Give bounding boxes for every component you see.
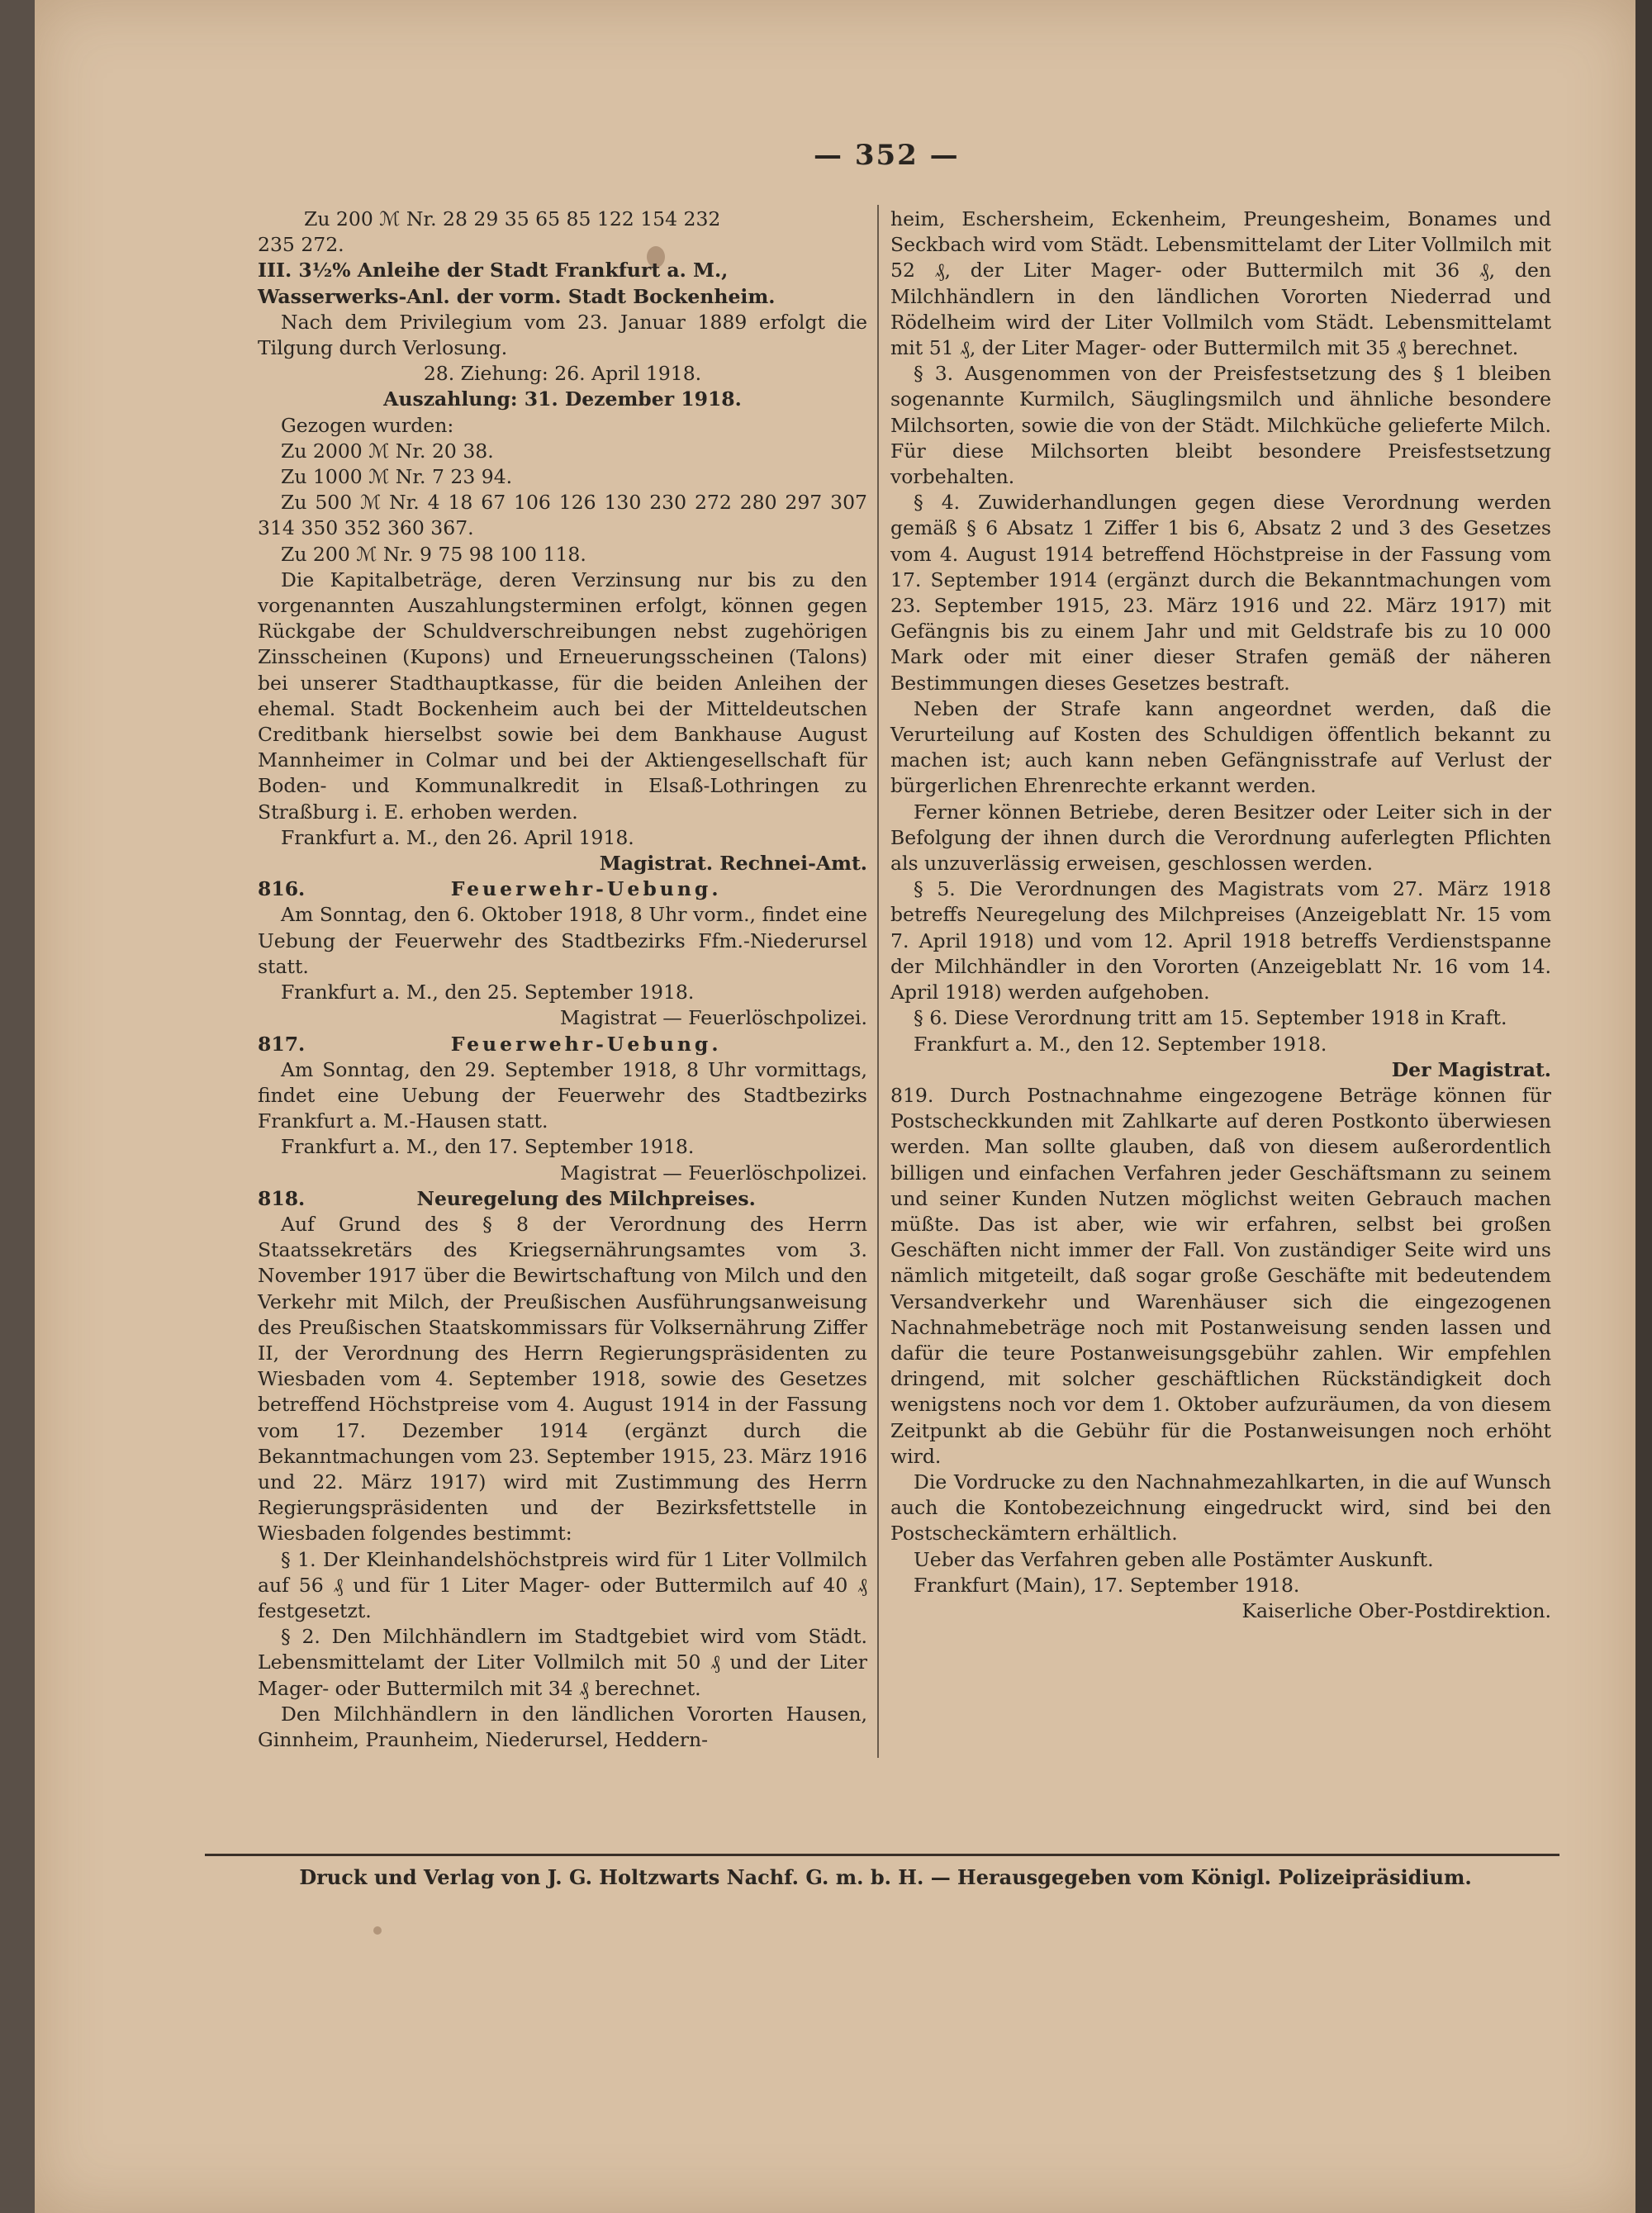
payout-date: Auszahlung: 31. Dezember 1918. [383, 387, 742, 411]
paragraph: § 1. Der Kleinhandelshöchstpreis wird für 1 Liter Vollmilch auf 56 ₰ und für 1 Liter Mager- oder Buttermilch auf 40 ₰ festgesetzt. [258, 1547, 867, 1622]
paragraph: Die Kapitalbeträge, deren Verzinsung nur bis zu den vorgenannten Auszahlungsterminen erfolgt, können gegen Rückgabe der Schuldverschreibungen nebst zugehörigen Zinsscheinen (Kupons) und Erneuerungsscheinen (Talons) bei unserer Stadthauptkasse, für die beiden Anleihen der ehemal. Stadt Bockenheim auch bei der Mitteldeutschen Creditbank hierselbst sowie bei dem Bankhause August Mannheimer in Colmar und bei der Aktiengesellschaft für Boden- und Kommunalkredit in Elsaß-Lothringen zu Straßburg i. E. erhoben werden. [258, 567, 867, 824]
place-date: Frankfurt a. M., den 17. September 1918. [281, 1135, 695, 1159]
paragraph: 819. Durch Postnachnahme eingezogene Beträge können für Postscheckkunden mit Zahlkarte auf deren Postkonto überwiesen werden. Man sollte glauben, daß von diesem außerordentlich billigen und einfachen Verfahren jeder Geschäftsmann zu seinem und seiner Kunden Nutzen möglichst weiten Gebrauch machen müßte. Das ist aber, wie wir erfahren, selbst bei großen Geschäften nicht immer der Fall. Von zuständiger Seite wird uns nämlich mitgeteilt, daß sogar große Geschäfte mit bedeutendem Versandverkehr und Warenhäuser sich die eingezogenen Nachnahmebeträge noch mit Postanweisung senden lassen und dafür die teure Postanweisungsgebühr zahlen. Wir empfehlen dringend, mit solcher geschäftlichen Rückständigkeit doch wenigstens noch vor dem 1. Oktober aufzuräumen, da von diesem Zeitpunkt ab die Gebühr für die Postanweisungen noch erhöht wird. [890, 1083, 1551, 1468]
lot-list: Zu 200 ℳ Nr. 28 29 35 65 85 122 154 232 [304, 207, 721, 230]
notice-heading [258, 1186, 867, 1212]
draw-date: 28. Ziehung: 26. April 1918. [423, 362, 702, 386]
notice-title: Feuerwehr-Uebung. [450, 1032, 722, 1056]
paragraph: § 5. Die Verordnungen des Magistrats vom 27. März 1918 betreffs Neuregelung des Milchpreises (Anzeigeblatt Nr. 15 vom 7. April 1918) und vom 12. April 1918 betreffs Verdienstspanne der Milchhändler in den Vororten (Anzeigeblatt Nr. 16 vom 14. April 1918) werden aufgehoben. [890, 877, 1551, 1004]
drawn-label: Gezogen wurden: [281, 413, 454, 437]
paragraph: § 2. Den Milchhändlern im Stadtgebiet wird vom Städt. Lebensmittelamt der Liter Vollmilch mit 50 ₰ und der Liter Mager- oder Buttermilch mit 34 ₰ berechnet. [258, 1625, 867, 1700]
place-date: Frankfurt a. M., den 12. September 1918. [914, 1032, 1327, 1056]
page-number: — 352 — [814, 139, 960, 172]
left-column [258, 207, 867, 1753]
place-date: Frankfurt a. M., den 26. April 1918. [281, 825, 634, 849]
paragraph: Den Milchhändlern in den ländlichen Vororten Hausen, Ginnheim, Praunheim, Niederursel, Heddern- [258, 1702, 867, 1751]
paragraph: Ueber das Verfahren geben alle Postämter Auskunft. [914, 1547, 1434, 1571]
lot-list: Zu 1000 ℳ Nr. 7 23 94. [281, 465, 513, 489]
notice-title: Neuregelung des Milchpreises. [416, 1186, 756, 1210]
paragraph: heim, Eschersheim, Eckenheim, Preungesheim, Bonames und Seckbach wird vom Städt. Lebensmittelamt der Liter Vollmilch mit 52 ₰, der Liter Mager- oder Buttermilch mit 36 ₰, den Milchhändlern in den ländlichen Vororten Niederrad und Rödelheim wird der Liter Vollmilch vom Städt. Lebensmittelamt mit 51 ₰, der Liter Mager- oder Buttermilch mit 35 ₰ berechnet. [890, 207, 1551, 360]
section-subtitle: Wasserwerks-Anl. der vorm. Stadt Bockenheim. [258, 284, 776, 308]
notice-title: Feuerwehr-Uebung. [450, 877, 722, 901]
paragraph: Neben der Strafe kann angeordnet werden, daß die Verurteilung auf Kosten des Schuldigen öffentlich bekannt zu machen ist; auch kann neben Gefängnisstrafe auf Verlust der bürgerlichen Ehrenrechte erkannt werden. [890, 696, 1551, 798]
place-date: Frankfurt (Main), 17. September 1918. [914, 1573, 1300, 1597]
notice-heading [258, 876, 867, 902]
place-date: Frankfurt a. M., den 25. September 1918. [281, 981, 695, 1004]
signature: Magistrat — Feuerlöschpolizei. [560, 1006, 867, 1030]
paragraph: Nach dem Privilegium vom 23. Januar 1889 erfolgt die Tilgung durch Verlosung. [258, 310, 867, 360]
lot-list: Zu 500 ℳ Nr. 4 18 67 106 126 130 230 272 280 297 307 314 350 352 360 367. [258, 491, 867, 540]
lot-list: 235 272. [258, 233, 344, 257]
notice-heading [258, 1032, 867, 1057]
section-title: III. 3½% Anleihe der Stadt Frankfurt a. M., [258, 259, 729, 283]
paragraph: § 3. Ausgenommen von der Preisfestsetzung des § 1 bleiben sogenannte Kurmilch, Säuglingsmilch und ähnliche besondere Milchsorten, sowie die von der Städt. Milchküche gelieferte Milch. Für diese Milchsorten bleibt besondere Preisfestsetzung vorbehalten. [890, 362, 1551, 489]
paragraph: § 6. Diese Verordnung tritt am 15. September 1918 in Kraft. [914, 1006, 1507, 1030]
stain-spot [373, 1926, 382, 1935]
signature: Magistrat — Feuerlöschpolizei. [560, 1161, 867, 1185]
paragraph: Am Sonntag, den 29. September 1918, 8 Uhr vormittags, findet eine Uebung der Feuerwehr des Stadtbezirks Frankfurt a. M.-Hausen statt. [258, 1057, 867, 1133]
paragraph: Die Vordrucke zu den Nachnahmezahlkarten, in die auf Wunsch auch die Kontobezeichnung eingedruckt wird, sind bei den Postscheckämtern erhältlich. [890, 1470, 1551, 1546]
right-column [890, 207, 1551, 1624]
lot-list: Zu 2000 ℳ Nr. 20 38. [281, 439, 494, 463]
notice-number: 817. [258, 1032, 306, 1056]
column-divider [877, 205, 879, 1758]
footer-rule [205, 1854, 1559, 1856]
signature: Kaiserliche Ober-Postdirektion. [1241, 1598, 1551, 1622]
paragraph: Auf Grund des § 8 der Verordnung des Herrn Staatssekretärs des Kriegsernährungsamtes vom 3. November 1917 über die Bewirtschaftung von Milch und den Verkehr mit Milch, der Preußischen Ausführungsanweisung des Preußischen Staatskommissars für Volksernährung Ziffer II, der Verordnung des Herrn Regierungspräsidenten zu Wiesbaden vom 4. September 1918, sowie des Gesetzes betreffend Höchstpreise vom 4. August 1914 in der Fassung vom 17. Dezember 1914 (ergänzt durch die Bekanntmachungen vom 23. September 1915, 23. März 1916 und 22. März 1917) wird mit Zustimmung des Herrn Regierungspräsidenten und der Bezirksfettstelle in Wiesbaden folgendes bestimmt: [258, 1212, 867, 1546]
lot-list: Zu 200 ℳ Nr. 9 75 98 100 118. [281, 542, 586, 566]
page-edge [1635, 0, 1652, 2213]
notice-number: 818. [258, 1186, 306, 1210]
signature: Der Magistrat. [1391, 1057, 1551, 1081]
paragraph: Ferner können Betriebe, deren Besitzer oder Leiter sich in der Befolgung der ihnen durch die Verordnung auferlegten Pflichten als unzuverlässig erweisen, geschlossen werden. [890, 800, 1551, 876]
paragraph: § 4. Zuwiderhandlungen gegen diese Verordnung werden gemäß § 6 Absatz 1 Ziffer 1 bis 6, Absatz 2 und 3 des Gesetzes vom 4. August 1914 betreffend Höchstpreise in der Fassung vom 17. September 1914 (ergänzt durch die Bekanntmachungen vom 23. September 1915, 23. März 1916 und 22. März 1917) mit Gefängnis bis zu einem Jahr und mit Geldstrafe bis zu 10 000 Mark oder mit einer dieser Strafen gemäß der näheren Bestimmungen dieses Gesetzes bestraft. [890, 491, 1551, 695]
paragraph: Am Sonntag, den 6. Oktober 1918, 8 Uhr vorm., findet eine Uebung der Feuerwehr des Stadtbezirks Ffm.-Niederursel statt. [258, 903, 867, 978]
signature: Magistrat. Rechnei-Amt. [599, 852, 867, 876]
imprint-line: Druck und Verlag von J. G. Holtzwarts Nachf. G. m. b. H. — Herausgegeben vom Königl. Polizeipräsidium. [299, 1865, 1472, 1889]
notice-number: 816. [258, 877, 306, 901]
